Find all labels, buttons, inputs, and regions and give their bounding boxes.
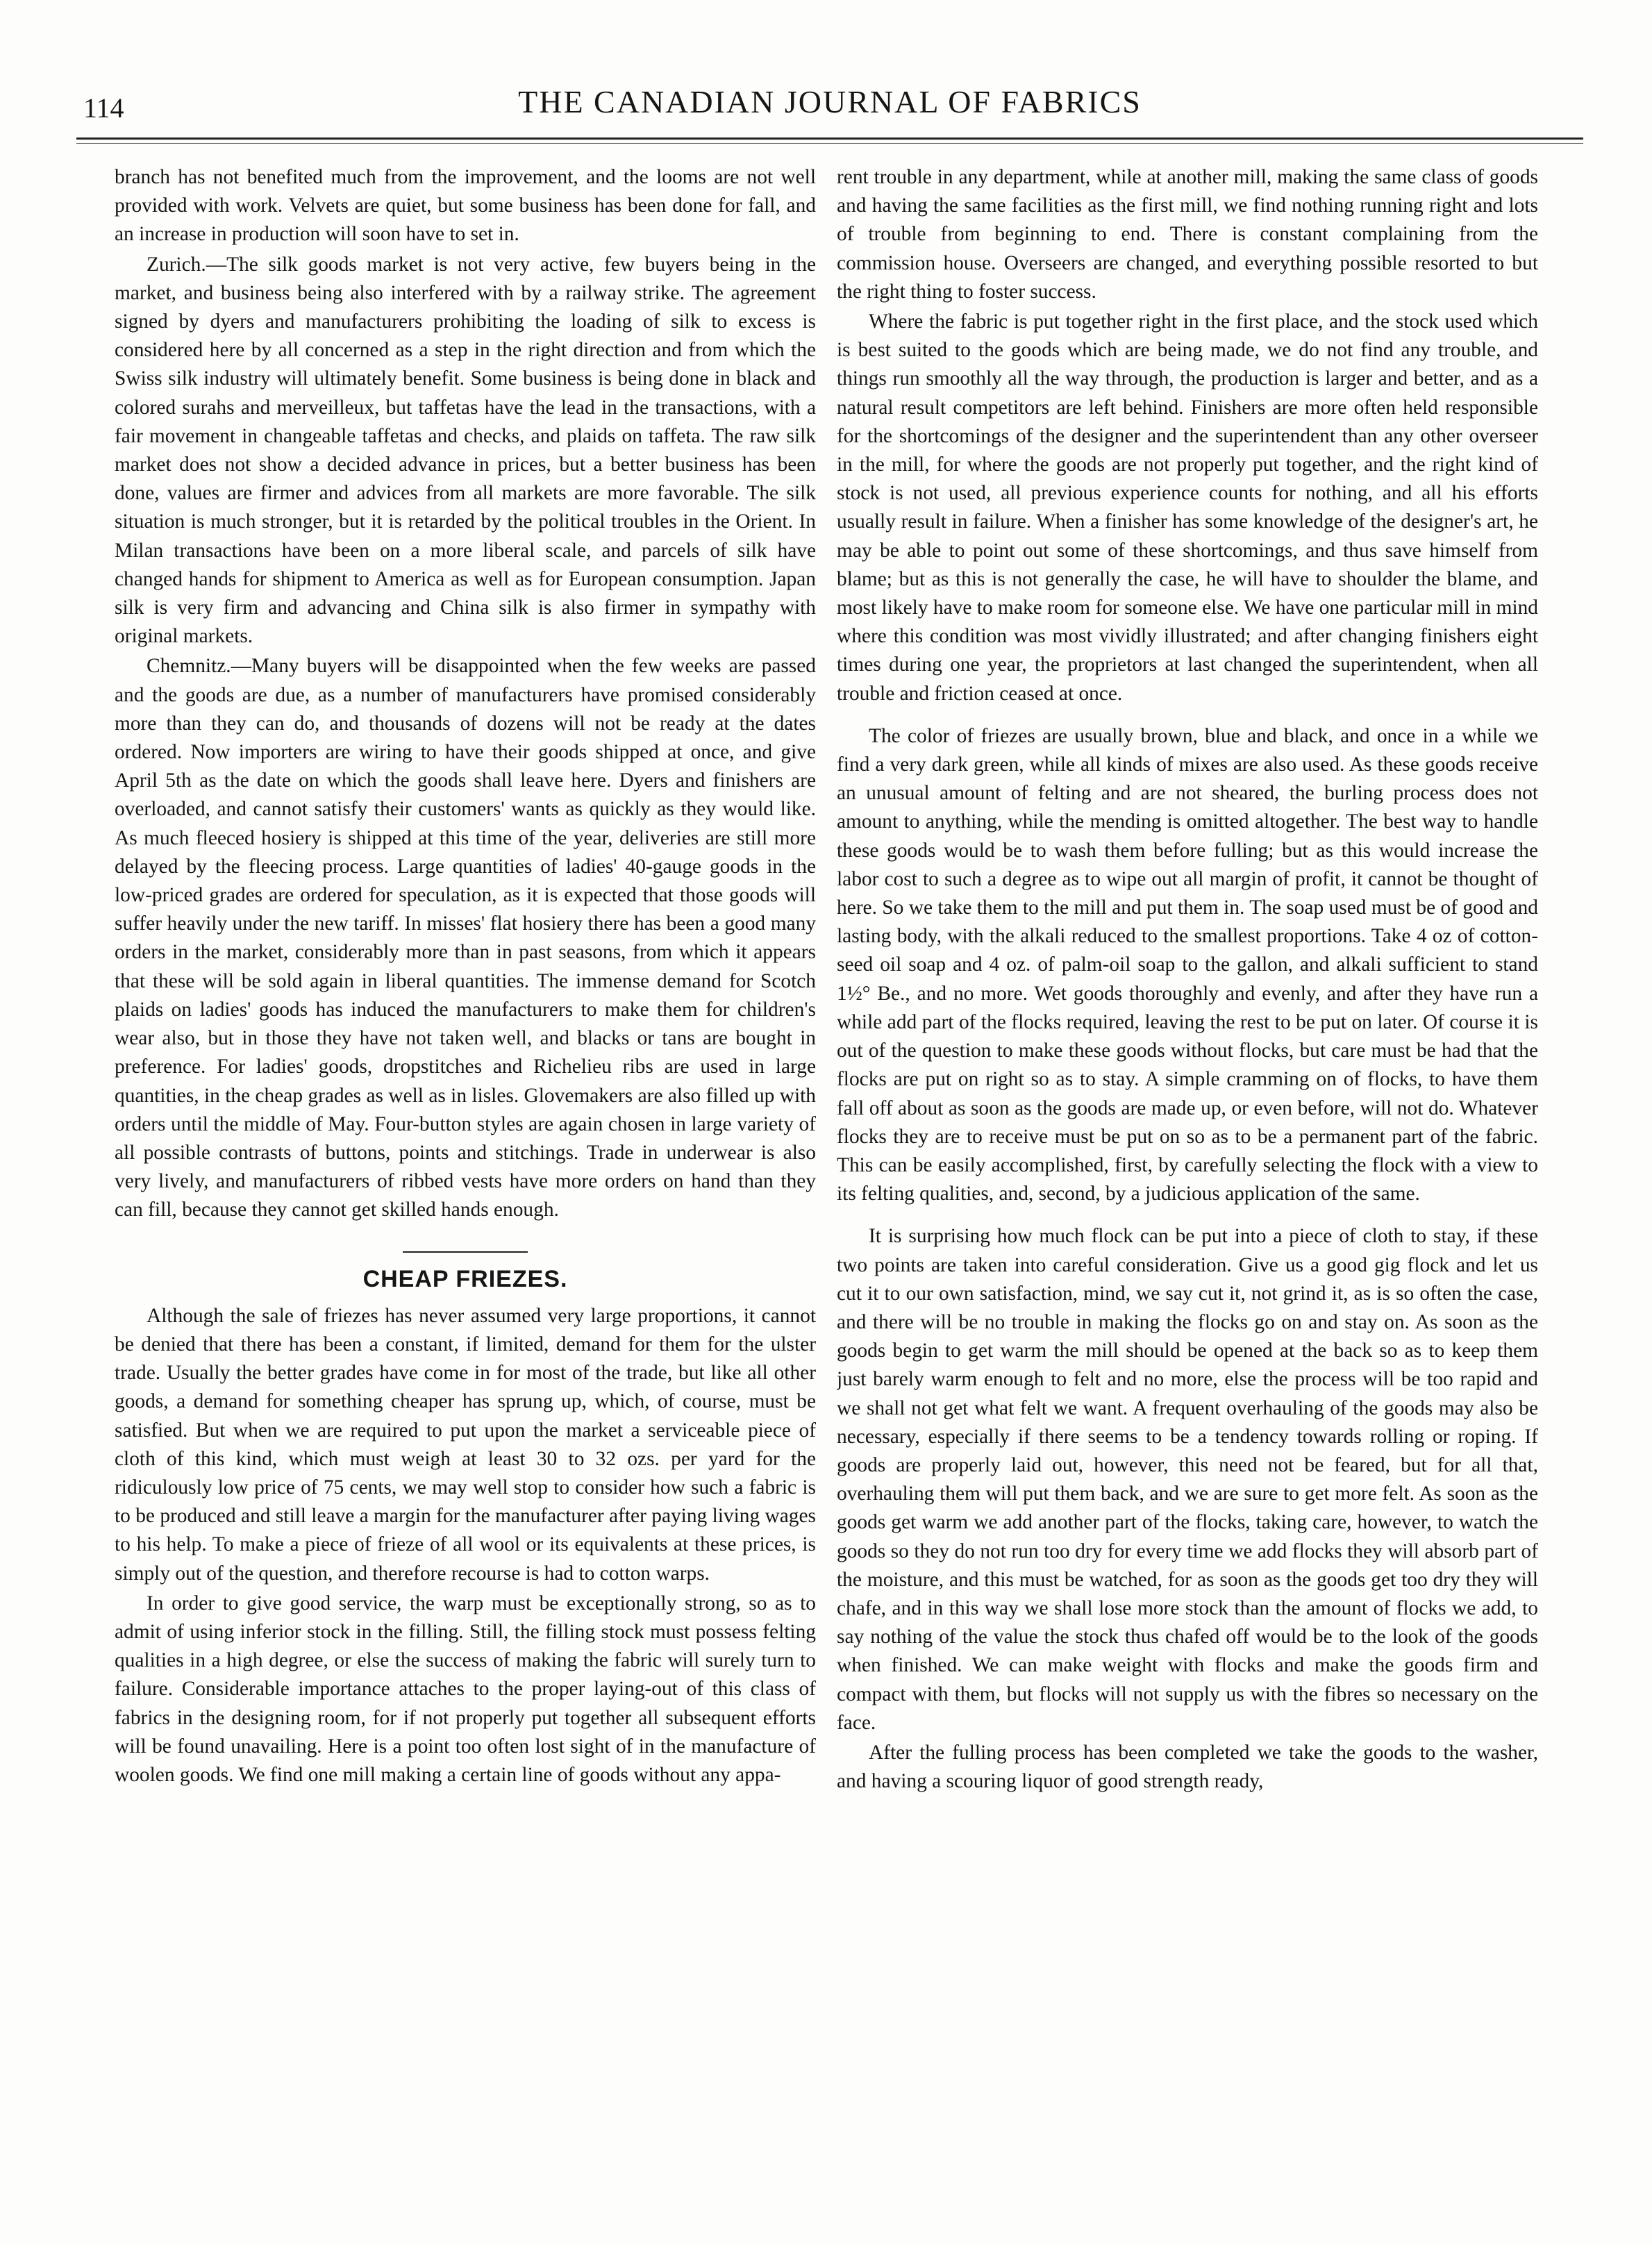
paragraph: In order to give good service, the warp must be exceptionally strong, so as to admit of using inferior stock in the filling. Still, the filling stock must possess felting qualities in a high degree, or else the success of making the fabric will surely turn to failure. Considerable importance attaches to the proper laying-out of this class of fabrics in the designing room, for if not properly put together all subsequent efforts will be found unavailing. Here is a point too often lost sight of in the manufacture of woolen goods. We find one mill making a certain line of goods without any appa-: [115, 1592, 816, 1786]
header-rule-thin: [76, 143, 1583, 144]
section-title: CHEAP FRIEZES.: [362, 1265, 568, 1292]
paragraph: Where the fabric is put together right in the first place, and the stock used which is best suited to the goods which are being made, we do not find any trouble, and things run smoothly all the way through, the production is larger and better, and as a natural result competitors are left behind. Finishers are more often held responsible for the shortcomings of the designer and the superintendent than any other overseer in the mill, for where the goods are not properly put together, and the right kind of stock is not used, all previous experience counts for nothing, and all his efforts usually result in failure. When a finisher has some knowledge of the designer's art, he may be able to point out some of these shortcomings, and thus save himself from blame; but as this is not generally the case, he will have to shoulder the blame, and most likely have to make room for someone else. We have one particular mill in mind where this condition was most vividly illustrated; and after changing finishers eight times during one year, the proprietors at last changed the superintendent, when all trouble and friction ceased at once.: [837, 310, 1538, 705]
heading-rule: [403, 1251, 528, 1253]
paragraph: Although the sale of friezes has never assumed very large proportions, it cannot be denied that there has been a constant, if limited, demand for them for the ulster trade. Usually the better grades have come in for most of the trade, but like all other goods, a demand for something cheaper has sprung up, which, of course, must be satisfied. But when we are required to put upon the market a serviceable piece of cloth of this kind, which must weigh at least 30 to 32 ozs. per yard for the ridiculously low price of 75 cents, we may well stop to consider how such a fabric is to be produced and still leave a margin for the manufacturer after paying living wages to his help. To make a piece of frieze of all wool or its equivalents at these prices, is simply out of the question, and therefore recourse is had to cotton warps.: [115, 1304, 816, 1585]
paragraph: rent trouble in any department, while at another mill, making the same class of goods and having the same facilities as the first mill, we find nothing running right and lots of trouble from beginning to end. There is constant complaining from the commission house. Overseers are changed, and everything possible resorted to but the right thing to foster success.: [837, 166, 1538, 303]
paragraph-gap: [837, 708, 1538, 722]
paragraph-zurich: Zurich.—The silk goods market is not very active, few buyers being in the market, and business being also interfered with by a railway strike. The agreement signed by dyers and manufacturers prohibiting the loading of silk to excess is considered here by all concerned as a step in the right direction and from which the Swiss silk industry will ultimately benefit. Some business is being done in black and colored surahs and merveilleux, but taffetas have the lead in the transactions, with a fair movement in changeable taffetas and checks, and plaids on taffeta. The raw silk market does not show a decided advance in prices, but a better business has been done, values are firmer and advices from all markets are more favorable. The silk situation is much stronger, but it is retarded by the political troubles in the Orient. In Milan transactions have been on a more liberal scale, and parcels of silk have changed hands for shipment to America as well as for European consumption. Japan silk is very firm and advancing and China silk is also firmer in sympathy with original markets.: [115, 253, 816, 648]
page-number: 114: [83, 92, 124, 124]
header-rule: [76, 137, 1583, 140]
paragraph-chemnitz: Chemnitz.—Many buyers will be disappointed when the few weeks are passed and the goods are due, as a number of manufacturers have promised considerably more than they can do, and thousands of dozens will not be ready at the dates ordered. Now importers are wiring to have their goods shipped at once, and give April 5th as the date on which the goods shall leave here. Dyers and finishers are overloaded, and cannot satisfy their customers' wants as quickly as they would like. As much fleeced hosiery is shipped at this time of the year, deliveries are still more delayed by the fleecing process. Large quantities of ladies' 40-gauge goods in the low-priced grades are ordered for speculation, as it is expected that those goods will suffer heavily under the new tariff. In misses' flat hosiery there has been a good many orders in the market, considerably more than in past seasons, from which it appears that these will be sold again in liberal quantities. The immense demand for Scotch plaids on ladies' goods has induced the manufacturers to make them for children's wear also, but in those they have not taken well, and blacks or tans are bought in preference. For ladies' goods, dropstitches and Richelieu ribs are used in large quantities, in the cheap grades as well as in lisles. Glovemakers are also filled up with orders until the middle of May. Four-button styles are again chosen in large variety of all possible contrasts of buttons, points and stitchings. Trade in underwear is also very lively, and manufacturers of ribbed vests have more orders on hand than they can fill, because they cannot get skilled hands enough.: [115, 655, 816, 1221]
paragraph-gap: [837, 1208, 1538, 1222]
paragraph: It is surprising how much flock can be put into a piece of cloth to stay, if these two points are taken into careful consideration. Give us a good gig flock and let us cut it to our own satisfaction, mind, we say cut it, not grind it, as is so often the case, and there will be no trouble in making the flocks go on and stay on. As soon as the goods begin to get warm the mill should be opened at the back so as to keep them just barely warm enough to felt and no more, else the process will be too rapid and we shall not get what felt we want. A frequent overhauling of the goods may also be necessary, especially if there seems to be a tendency towards rolling or roping. If goods are properly laid out, however, this need not be feared, but for all that, overhauling them will put them back, and we are sure to get more felt. As soon as the goods get warm we add another part of the flocks, taking care, however, to watch the goods so they do not run too dry for every time we add flocks they will absorb part of the moisture, and this must be watched, for as soon as the goods get too dry they will chafe, and in this way we shall lose more stock than the amount of flocks we add, to say nothing of the value the stock thus chafed off would be to the look of the goods when finished. We can make weight with flocks and make the goods firm and compact with them, but flocks will not supply us with the fibres so necessary on the face.: [837, 1225, 1538, 1734]
paragraph: branch has not benefited much from the improvement, and the looms are not well provided with work. Velvets are quiet, but some business has been done for fall, and an increase in production will soon have to set in.: [115, 166, 816, 246]
journal-title: THE CANADIAN JOURNAL OF FABRICS: [518, 84, 1142, 119]
page-header: [76, 83, 1583, 132]
left-column: [115, 163, 816, 2205]
section-heading: [115, 1251, 816, 1295]
paragraph: After the fulling process has been completed we take the goods to the washer, and having a scouring liquor of good strength ready,: [837, 1741, 1538, 1793]
paragraph: The color of friezes are usually brown, blue and black, and once in a while we find a very dark green, while all kinds of mixes are also used. As these goods receive an unusual amount of felting and are not sheared, the burling process does not amount to anything, while the mending is omitted altogether. The best way to handle these goods would be to wash them before fulling; but as this would increase the labor cost to such a degree as to wipe out all margin of profit, it cannot be thought of here. So we take them to the mill and put them in. The soap used must be of good and lasting body, with the alkali reduced to the smallest proportions. Take 4 oz of cotton-seed oil soap and 4 oz. of palm-oil soap to the gallon, and alkali sufficient to stand 1½° Be., and no more. Wet goods thoroughly and evenly, and after they have run a while add part of the flocks required, leaving the rest to be put on later. Of course it is out of the question to make these goods without flocks, but care must be had that the flocks are put on right so as to stay. A simple cramming on of flocks, to have them fall off about as soon as the goods are made up, or even before, will not do. Whatever flocks they are to receive must be put on so as to be a permanent part of the fabric. This can be easily accomplished, first, by carefully selecting the flock with a view to its felting qualities, and, second, by a judicious application of the same.: [837, 724, 1538, 1205]
right-column: [837, 163, 1538, 2205]
